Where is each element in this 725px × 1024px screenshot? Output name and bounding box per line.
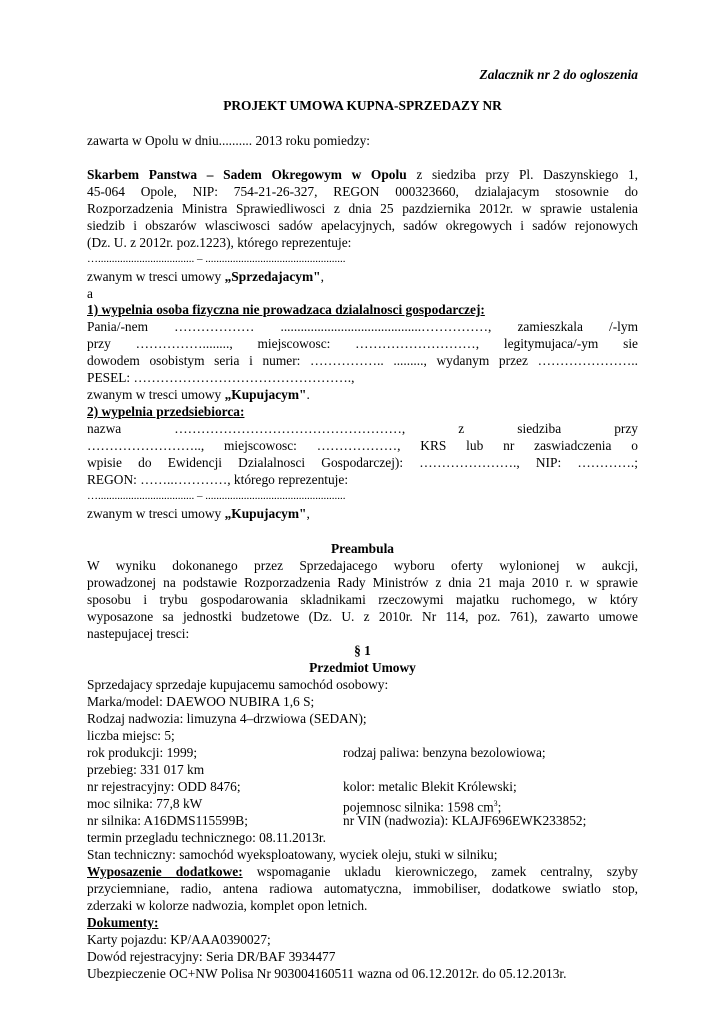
seller-called-line: [87, 268, 638, 285]
called-suffix: ,: [320, 269, 324, 284]
buyer-company-line-2: …………………….., miejscowosc: ………………, KRS lub nr zaswiadczenia o: [87, 438, 638, 453]
seller-representative-dots: …................................... – ...................................................: [87, 253, 346, 265]
called-prefix: zwanym w tresci umowy: [87, 269, 225, 284]
preamble-line-4: wyposazone sa jednostki budzetowe (Dz. U. z 2010r. Nr 114, poz. 761), zawarto umowe: [87, 609, 638, 624]
capacity-unit-exponent: 3: [493, 799, 498, 808]
seller-called-name: „Sprzedajacym": [224, 269, 321, 284]
section-number: § 1: [354, 643, 371, 658]
preamble-title: Preambula: [331, 541, 394, 556]
document-insurance: Ubezpieczenie OC+NW Polisa Nr 903004160511 wazna od 06.12.2012r. do 05.12.2013r.: [87, 966, 567, 981]
buyer-company-line-3: wpisie do Ewidencji Dzialalnosci Gospodarczej): …………………., NIP: ………….;: [87, 455, 638, 470]
and-word: a: [87, 286, 93, 301]
vehicle-row-reg-color: [87, 778, 638, 795]
documents-label: Dokumenty:: [87, 915, 159, 930]
called-suffix: .: [306, 387, 310, 402]
sale-intro: Sprzedajacy sprzedaje kupujacemu samochód osobowy:: [87, 677, 389, 692]
seller-line-2: 45-064 Opole, NIP: 754-21-26-327, REGON 000323660, dzialajacym stosownie do: [87, 184, 638, 199]
vehicle-make: Marka/model: DAEWOO NUBIRA 1,6 S;: [87, 694, 315, 709]
vehicle-registration: nr rejestracyjny: ODD 8476;: [87, 779, 241, 794]
seller-line-1: [87, 166, 638, 183]
vehicle-color: kolor: metalic Blekit Królewski;: [343, 779, 517, 794]
called-prefix: zwanym w tresci umowy: [87, 387, 225, 402]
vehicle-row-engine-vin: [87, 812, 638, 829]
vehicle-engine-number: nr silnika: A16DMS115599B;: [87, 813, 248, 828]
buyer-company-heading: 2) wypelnia przedsiebiorca:: [87, 404, 245, 419]
preamble-line-1: W wyniku dokonanego przez Sprzedajacego wyboru oferty wylonionej w aukcji,: [87, 558, 638, 573]
vehicle-fuel: rodzaj paliwa: benzyna bezolowiowa;: [343, 745, 546, 760]
buyer-person-pesel: PESEL: ………………………………………….,: [87, 370, 355, 385]
vehicle-seats: liczba miejsc: 5;: [87, 728, 175, 743]
buyer-person-line-3: dowodem osobistym seria i numer: …………….. ........., wydanym przez …………………..: [87, 353, 638, 368]
document-registration: Dowód rejestracyjny: Seria DR/BAF 3934477: [87, 949, 336, 964]
buyer-company-representative-dots: …................................... – ...................................................: [87, 490, 346, 502]
document-title: PROJEKT UMOWA KUPNA-SPRZEDAZY NR: [223, 98, 502, 113]
preamble-line-5: nastepujacej tresci:: [87, 626, 190, 641]
equipment-line-2: przyciemniane, radio, antena radiowa automatyczna, immobiliser, dodatkowe swiatlo stop,: [87, 881, 638, 896]
equipment-text-1: wspomaganie ukladu kierowniczego, zamek centralny, szyby: [242, 864, 638, 879]
vehicle-vin: nr VIN (nadwozia): KLAJF696EWK233852;: [343, 813, 587, 828]
equipment-label: Wyposazenie dodatkowe:: [87, 864, 243, 879]
vehicle-mileage: przebieg: 331 017 km: [87, 762, 205, 777]
section-title: Przedmiot Umowy: [309, 660, 416, 675]
attachment-note: Zalacznik nr 2 do ogloszenia: [479, 67, 638, 82]
preamble-line-3: sposobu i trybu gospodarowania skladnikami rzeczowymi majatku ruchomego, w który: [87, 592, 638, 607]
vehicle-body: Rodzaj nadwozia: limuzyna 4–drzwiowa (SEDAN);: [87, 711, 367, 726]
capacity-value: pojemnosc silnika: 1598 cm: [343, 799, 494, 815]
buyer-company-line-4: REGON: ……..…………, którego reprezentuje:: [87, 472, 349, 487]
equipment-line-3: zderzaki w kolorze nadwozia, komplet opon letnich.: [87, 898, 368, 913]
equipment-line-1: [87, 863, 638, 880]
seller-address-start: z siedziba przy Pl. Daszynskiego 1,: [416, 167, 638, 182]
buyer-company-line-1: nazwa ……………………………………………, z siedziba przy: [87, 421, 638, 436]
vehicle-year: rok produkcji: 1999;: [87, 745, 198, 760]
vehicle-inspection: termin przegladu technicznego: 08.11.2013r.: [87, 830, 326, 845]
vehicle-row-year-fuel: [87, 744, 638, 761]
seller-line-3: Rozporzadzenia Ministra Sprawiedliwosci z dnia 25 pazdziernika 2012r. w sprawie ustalenia: [87, 201, 638, 216]
buyer-person-heading: 1) wypelnia osoba fizyczna nie prowadzaca dzialalnosci gospodarczej:: [87, 302, 485, 317]
buyer-company-called-name: „Kupujacym": [224, 506, 307, 521]
buyer-person-called-line: [87, 386, 638, 403]
capacity-suffix: ;: [497, 799, 502, 815]
called-prefix: zwanym w tresci umowy: [87, 506, 225, 521]
seller-line-4: siedzib i obszarów wlasciwosci sadów apelacyjnych, sadów okregowych i sadów rejonowych: [87, 218, 638, 233]
buyer-company-called-line: [87, 505, 638, 522]
vehicle-power: moc silnika: 77,8 kW: [87, 796, 203, 811]
concluded-line: zawarta w Opolu w dniu.......... 2013 roku pomiedzy:: [87, 133, 371, 148]
called-suffix: ,: [306, 506, 310, 521]
seller-line-5: (Dz. U. z 2012r. poz.1223), którego reprezentuje:: [87, 235, 352, 250]
vehicle-row-power-capacity: [87, 795, 638, 815]
document-vehicle-card: Karty pojazdu: KP/AAA0390027;: [87, 932, 271, 947]
seller-name: Skarbem Panstwa – Sadem Okregowym w Opolu: [87, 167, 407, 182]
vehicle-condition: Stan techniczny: samochód wyeksploatowany, wyciek oleju, stuki w silniku;: [87, 847, 498, 862]
preamble-line-2: prowadzonej na podstawie Rozporzadzenia Rady Ministrów z dnia 21 maja 2010 r. w sprawie: [87, 575, 638, 590]
buyer-person-called-name: „Kupujacym": [224, 387, 307, 402]
buyer-person-line-1: Pania/-nem ……………… ..........................................……………, zamieszkala /-lym: [87, 319, 638, 334]
buyer-person-line-2: przy ……………........, miejscowosc: ………………………, legitymujaca/-ym sie: [87, 336, 638, 351]
